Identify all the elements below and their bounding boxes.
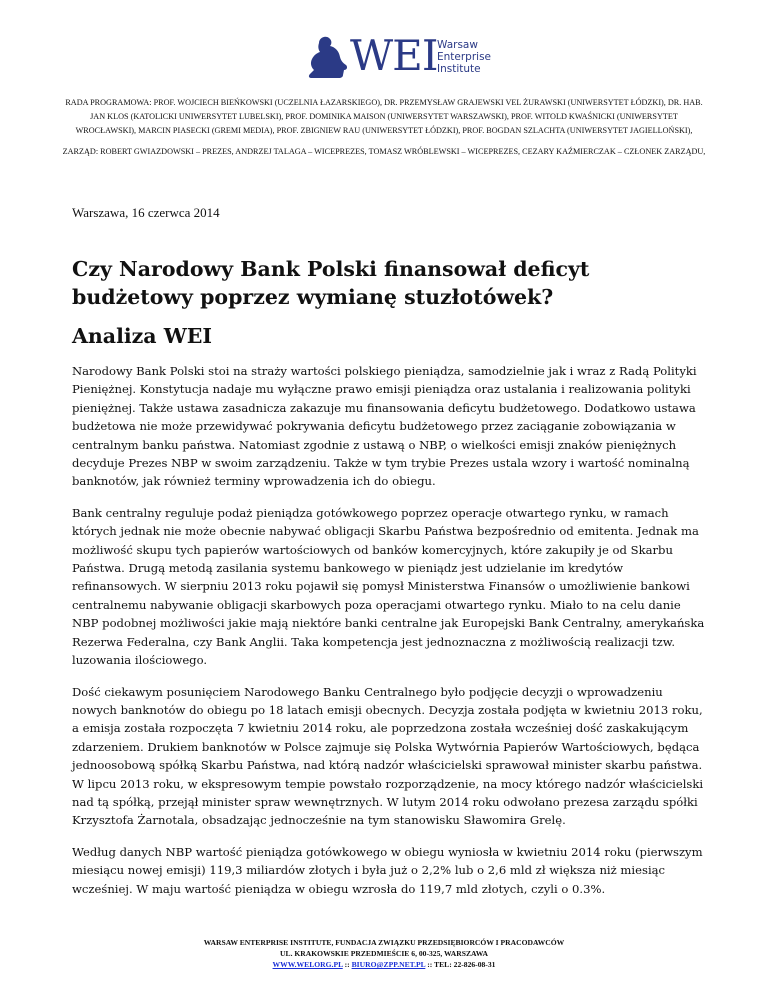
program-council: [60, 96, 708, 138]
footer-phone: :: TEL: 22-826-08-31: [425, 960, 496, 969]
footer-contact: [0, 959, 768, 970]
council-members: PROF. WOJCIECH BIEŃKOWSKI (UCZELNIA ŁAZARSKIEGO), DR. PRZEMYSŁAW GRAJEWSKI VEL ŻURAWSKI (UNIWERSYTET ŁÓDZKI), DR. HAB. JAN KLOS (KATOLICKI UNIWERSYTET LUBELSKI), PROF. DOMINIKA MAISON (UNIWERSYTET WARSZAWSKI), PROF. WITOLD KWAŚNICKI (UNIWERSYTET WROCŁAWSKI), MARCIN PIASECKI (GREMI MEDIA), PROF. ZBIGNIEW RAU (UNIWERSYTET ŁÓDZKI), PROF. BOGDAN SZLACHTA (UNIWERSYTET JAGIELLOŃSKI),: [75, 98, 703, 135]
logo-sub-line: Warsaw: [437, 39, 478, 51]
management-board: [60, 146, 708, 158]
document-date: Warszawa, 16 czerwca 2014: [72, 205, 220, 220]
document-body: [72, 362, 706, 911]
page-footer: [0, 937, 768, 970]
footer-address: UL. KRAKOWSKIE PRZEDMIEŚCIE 6, 00-325, WARSZAWA: [280, 949, 488, 958]
body-paragraph: Bank centralny reguluje podaż pieniądza gotówkowego poprzez operacje otwartego rynku, w ramach których jednak nie może obecnie nabywać obligacji Skarbu Państwa bezpośrednio od emitenta. Jednak ma możliwość skupu tych papierów wartościowych od banków komercyjnych, które zakupiły je od Skarbu Państwa. Drugą metodą zasilania systemu bankowego w pieniądz jest udzielanie im kredytów refinansowych. W sierpniu 2013 roku pojawił się pomysł Ministerstwa Finansów o umożliwienie bankowi centralnemu nabywanie obligacji skarbowych poza operacjami otwartego rynku. Miało to na celu danie NBP podobnej możliwości jakie mają niektóre banki centralne jak Europejski Bank Centralny, amerykańska Rezerwa Federalna, czy Bank Anglii. Taka kompetencja jest jednoznaczna z możliwością realizacji tzw. luzowania ilościowego.: [72, 505, 705, 668]
footer-organization: WARSAW ENTERPRISE INSTITUTE, FUNDACJA ZWIĄZKU PRZEDSIĘBIORCÓW I PRACODAWCÓW: [203, 938, 565, 947]
website-link[interactable]: WWW.WELORG.PL: [272, 960, 343, 969]
document-title: Czy Narodowy Bank Polski finansował deficyt budżetowy poprzez wymianę stuzłotówek?: [72, 257, 590, 309]
body-paragraph: Dość ciekawym posunięciem Narodowego Banku Centralnego było podjęcie decyzji o wprowadzeniu nowych banknotów do obiegu po 18 latach emisji obecnych. Decyzja została podjęta w kwietniu 2013 roku, a emisja została rozpoczęta 7 kwietniu 2014 roku, ale poprzedzona została wcześniej dość zaskakującym zdarzeniem. Drukiem banknotów w Polsce zajmuje się Polska Wytwórnia Papierów Wartościowych, będąca jednoosobową spółką Skarbu Państwa, nad którą nadzór właścicielski sprawował minister skarbu państwa. W lipcu 2013 roku, w ekspresowym tempie powstało rozporządzenie, na mocy którego nadzór właścicielski nad tą spółką, przejął minister spraw wewnętrznych. W lutym 2014 roku odwołano prezesa zarządu spółki Krzysztofa Żarnotala, obsadzając jednocześnie na tym stanowisku Sławomira Grelę.: [72, 684, 704, 828]
board-label: ZARZĄD:: [62, 147, 99, 156]
email-link[interactable]: BIURO@ZPP.NET.PL: [351, 960, 426, 969]
body-paragraph: Według danych NBP wartość pieniądza gotówkowego w obiegu wyniosła w kwietniu 2014 roku (pierwszym miesiącu nowej emisji) 119,3 miliardów złotych i była już o 2,2% lub o 2,6 mld zł większa niż miesiąc wcześniej. W maju wartość pieniądza w obiegu wzrosła do 119,7 mld złotych, czyli o 0.3%.: [72, 844, 703, 896]
thinker-figure-icon: [305, 35, 351, 79]
board-members: ROBERT GWIAZDOWSKI – PREZES, ANDRZEJ TALAGA – WICEPREZES, TOMASZ WRÓBLEWSKI – WICEPREZES, CEZARY KAŹMIERCZAK – CZŁONEK ZARZĄDU,: [100, 147, 706, 156]
document-subtitle: Analiza WEI: [72, 324, 212, 348]
wei-logo: [305, 33, 495, 81]
council-label: RADA PROGRAMOWA:: [65, 98, 152, 107]
logo-subtitle: [437, 39, 491, 75]
logo-sub-line: Institute: [437, 63, 481, 75]
body-paragraph: Narodowy Bank Polski stoi na straży wartości polskiego pieniądza, samodzielnie jak i wraz z Radą Polityki Pieniężnej. Konstytucja nadaje mu wyłączne prawo emisji pieniądza oraz ustalania i realizowania polityki pieniężnej. Także ustawa zasadnicza zakazuje mu finansowania deficytu budżetowego. Dodatkowo ustawa budżetowa nie może przewidywać pokrywania deficytu budżetowego przez zaciąganie zobowiązania w centralnym banku państwa. Natomiast zgodnie z ustawą o NBP, o wielkości emisji znaków pieniężnych decyduje Prezes NBP w swoim zarządzeniu. Także w tym trybie Prezes ustala wzory i wartość nominalną banknotów, jak również terminy wprowadzenia ich do obiegu.: [72, 364, 697, 489]
footer-separator: ::: [342, 960, 352, 969]
logo-wordmark: WEI: [350, 31, 438, 80]
logo-sub-line: Enterprise: [437, 51, 492, 63]
